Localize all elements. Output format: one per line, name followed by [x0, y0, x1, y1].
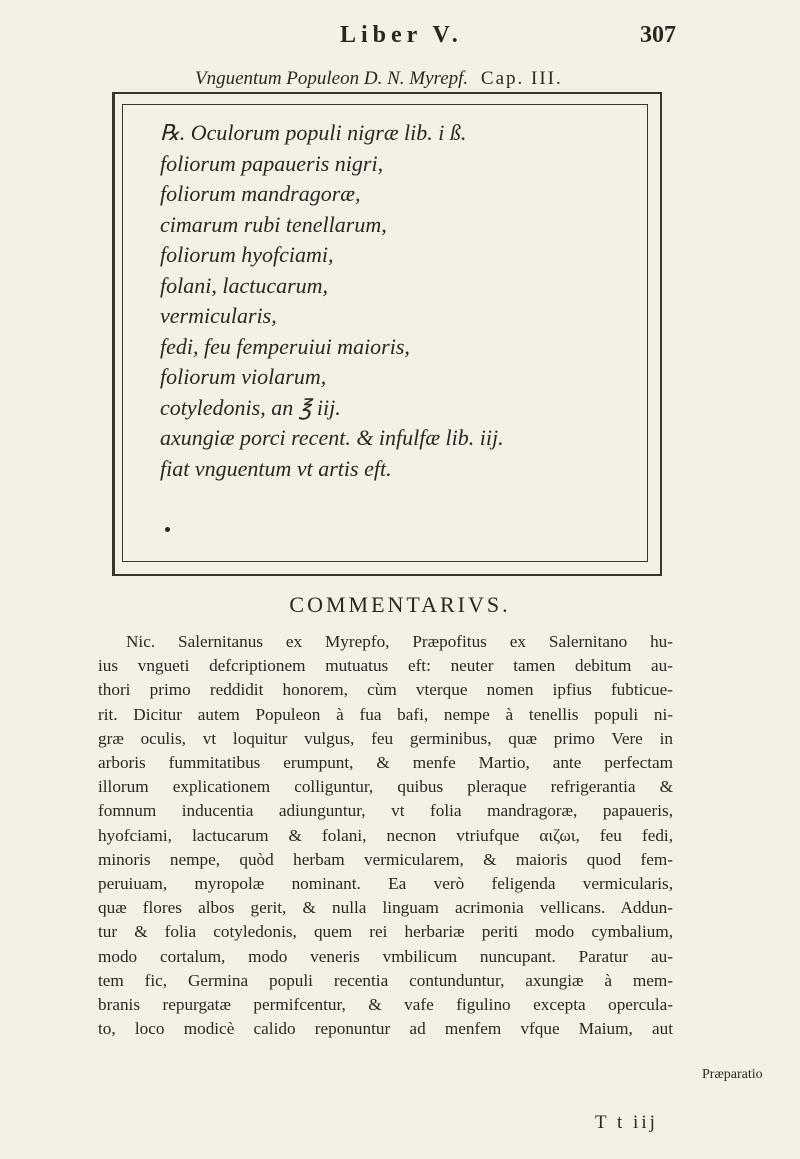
commentary-title: COMMENTARIVS. — [289, 592, 511, 617]
running-head — [0, 20, 800, 54]
text-line: Nic. Salernitanus ex Myrepfo, Præpofitus ex Salernitano hu- — [126, 632, 673, 651]
text-line: branis repurgatæ permifcentur, & vafe figulino excepta opercula- — [98, 995, 673, 1015]
chapter-heading — [195, 68, 563, 90]
recipe-line: vermicularis, — [160, 303, 277, 328]
recipe-line: folani, lactucarum, — [160, 272, 329, 298]
text-line: tem fic, Germina populi recentia contunduntur, axungiæ à mem- — [98, 970, 673, 990]
text-line: to, loco modicè calido reponuntur ad menfem vfque Maium, aut — [98, 1019, 673, 1039]
recipe-block — [160, 118, 620, 484]
recipe-line: foliorum mandragoræ, — [160, 181, 361, 206]
page-number: 307 — [640, 22, 676, 48]
recipe-line: cotyledonis, an ℥ iij. — [160, 394, 341, 420]
recipe-line: fiat vnguentum vt artis eft. — [160, 455, 392, 481]
text-line: ius vngueti defcriptionem mutuatus eft: neuter tamen debitum au- — [98, 656, 673, 676]
text-line: thori primo reddidit honorem, cùm vterque nomen ipfius fubticue- — [98, 680, 673, 700]
recipe-line: axungiæ porci recent. & infulfæ lib. iij. — [160, 425, 504, 450]
chapter-number: Cap. III. — [480, 68, 563, 89]
recipe-line: foliorum papaueris nigri, — [160, 150, 384, 176]
text-line: quæ flores albos gerit, & nulla linguam acrimonia vellicans. Addun- — [98, 898, 673, 918]
text-line: peruiuam, myropolæ nominant. Ea verò feligenda vermicularis, — [98, 874, 673, 894]
text-line: græ oculis, vt loquitur vulgus, feu germinibus, quæ primo Vere in — [98, 728, 673, 748]
text-line: illorum explicationem colliguntur, quibus pleraque refrigerantia & — [98, 777, 673, 797]
margin-note: Præparatio — [702, 1067, 763, 1082]
text-line: fomnum inducentia adiunguntur, vt folia mandragoræ, papaueris, — [98, 801, 673, 821]
signature-mark: T t iij — [595, 1112, 658, 1133]
recipe-line: foliorum hyofciami, — [160, 242, 334, 267]
text-line: tur & folia cotyledonis, quem rei herbariæ periti modo cymbalium, — [98, 922, 673, 942]
recipe-line: fedi, feu femperuiui maioris, — [160, 333, 410, 359]
text-line: arboris fummitatibus erumpunt, & menfe Martio, ante perfectam — [98, 753, 673, 773]
text-line: minoris nempe, quòd herbam vermicularem, & maioris quod fem- — [98, 849, 673, 869]
recipe-line: ℞. Oculorum populi nigræ lib. i ß. — [160, 120, 467, 145]
recipe-line: cimarum rubi tenellarum, — [160, 211, 387, 237]
recipe-subject: Vnguentum Populeon D. N. Myrepf. — [195, 68, 469, 89]
recipe-line: foliorum violarum, — [160, 364, 327, 389]
text-line: hyofciami, lactucarum & folani, necnon vtriufque αιζωι, feu fedi, — [98, 825, 673, 845]
commentary-body — [98, 630, 673, 1041]
text-line: rit. Dicitur autem Populeon à fua bafi, nempe à tenellis populi ni- — [98, 704, 673, 724]
book-title: Liber V. — [340, 22, 463, 48]
ornament-dot — [165, 527, 170, 532]
text-line: modo cortalum, modo veneris vmbilicum nuncupant. Paratur au- — [98, 946, 673, 966]
